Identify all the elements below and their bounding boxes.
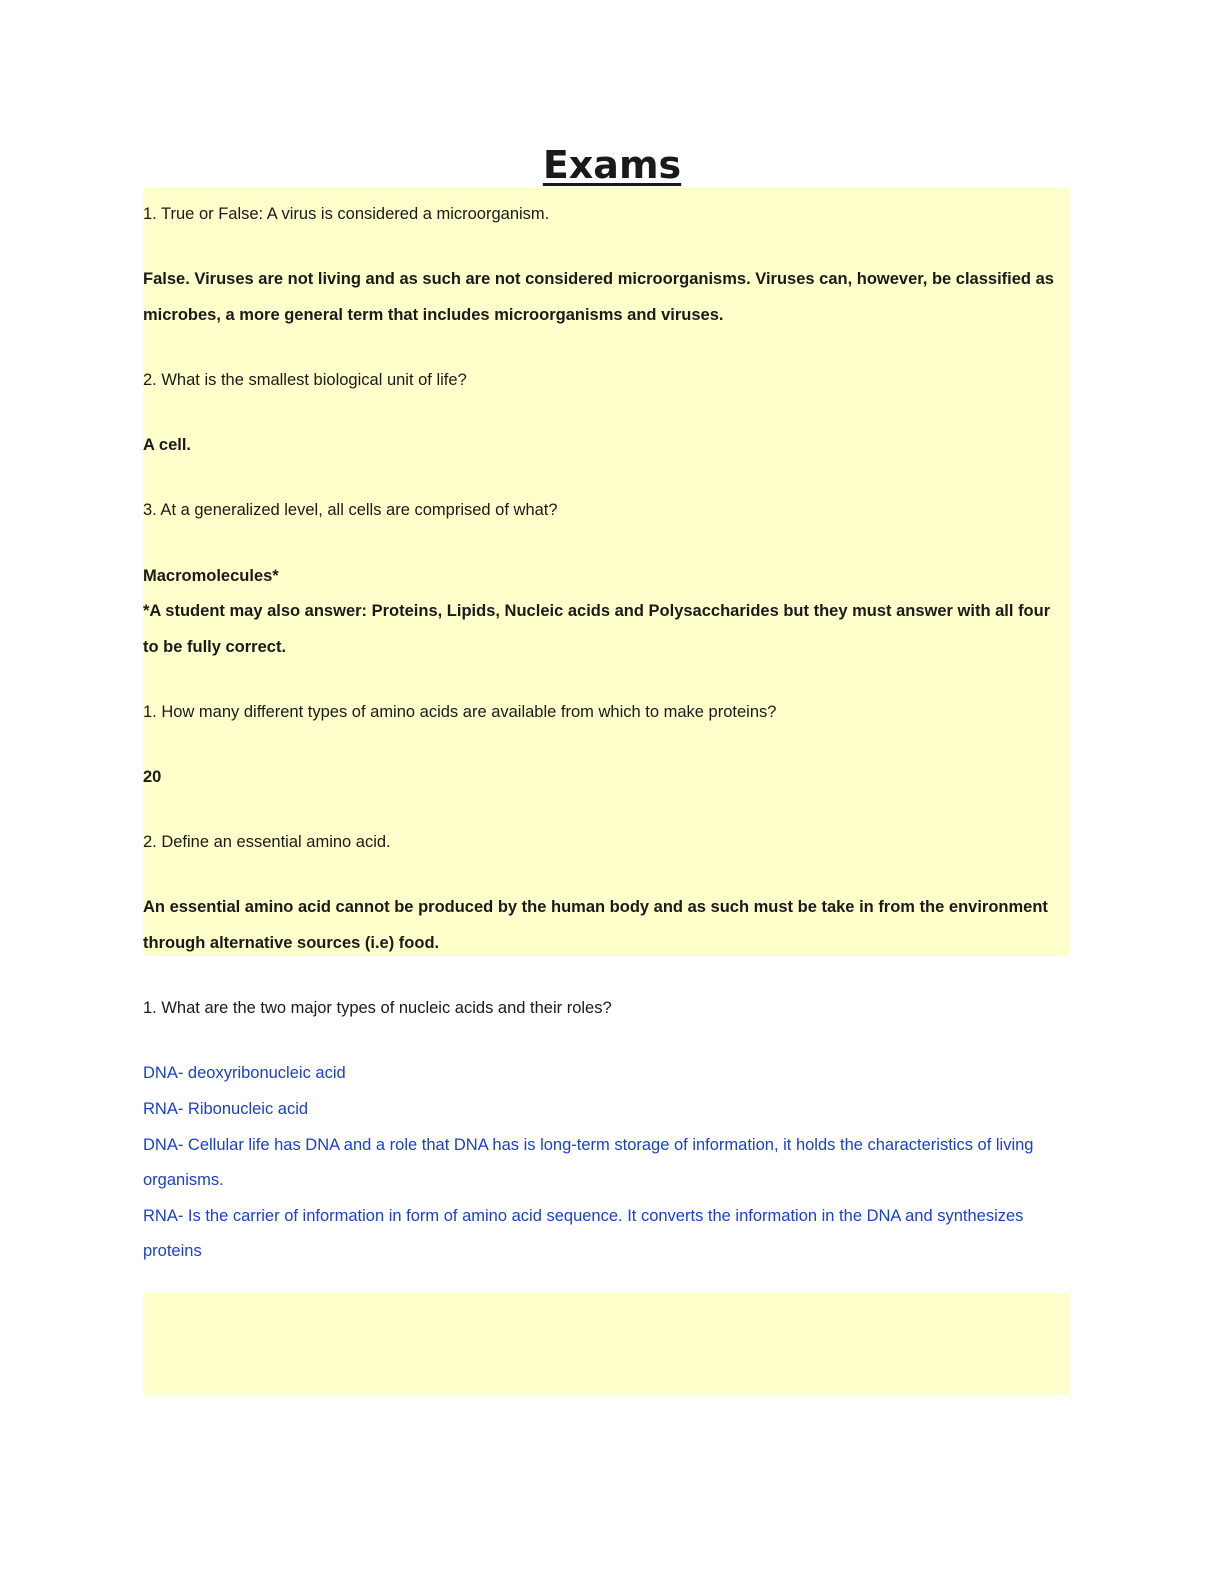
answer-essential-amino-acid: An essential amino acid cannot be produced by the human body and as such must be take in from the environment through alternative sources (i.e) food. bbox=[143, 898, 1048, 953]
answer-nucleic-acid-line: RNA- Is the carrier of information in form of amino acid sequence. It converts the information in the DNA and synthesizes proteins bbox=[143, 1206, 1024, 1261]
spacer bbox=[143, 731, 1070, 761]
answer-cell-composition: Macromolecules* bbox=[143, 566, 279, 585]
page-title bbox=[0, 140, 1224, 190]
question-cell-composition: 3. At a generalized level, all cells are comprised of what? bbox=[143, 501, 558, 520]
spacer bbox=[143, 529, 1070, 559]
question-amino-acid-count: 1. How many different types of amino acids are available from which to make proteins? bbox=[143, 702, 777, 721]
spacer bbox=[143, 962, 1070, 992]
answer-smallest-unit: A cell. bbox=[143, 436, 191, 455]
answer-amino-acid-count: 20 bbox=[143, 768, 162, 787]
spacer bbox=[143, 1027, 1070, 1057]
highlight-block-bottom bbox=[143, 1293, 1070, 1395]
spacer bbox=[143, 399, 1070, 429]
page-title-text: Exams bbox=[542, 143, 682, 187]
answer-nucleic-acid-line: DNA- Cellular life has DNA and a role that DNA has is long-term storage of information, it holds the characteristics of living organisms. bbox=[143, 1135, 1034, 1190]
answer-cell-composition-note: *A student may also answer: Proteins, Lipids, Nucleic acids and Polysaccharides but they must answer with all four to be fully correct. bbox=[143, 602, 1051, 656]
spacer bbox=[143, 796, 1070, 826]
spacer bbox=[143, 333, 1070, 363]
answer-virus: False. Viruses are not living and as such are not considered microorganisms. Viruses can, however, be classified as microbes, a more general term that includes microorganisms and viruses. bbox=[143, 270, 1054, 324]
spacer bbox=[143, 464, 1070, 494]
answer-nucleic-acid-line: DNA- deoxyribonucleic acid bbox=[143, 1064, 346, 1083]
question-virus: 1. True or False: A virus is considered a microorganism. bbox=[143, 205, 550, 223]
document-body bbox=[143, 197, 1070, 1270]
spacer bbox=[143, 665, 1070, 695]
question-smallest-unit: 2. What is the smallest biological unit of life? bbox=[143, 370, 467, 389]
question-nucleic-acids: 1. What are the two major types of nucleic acids and their roles? bbox=[143, 999, 612, 1018]
spacer bbox=[143, 233, 1070, 263]
answer-nucleic-acid-line: RNA- Ribonucleic acid bbox=[143, 1100, 309, 1119]
question-essential-amino-acid: 2. Define an essential amino acid. bbox=[143, 833, 391, 852]
spacer bbox=[143, 861, 1070, 891]
